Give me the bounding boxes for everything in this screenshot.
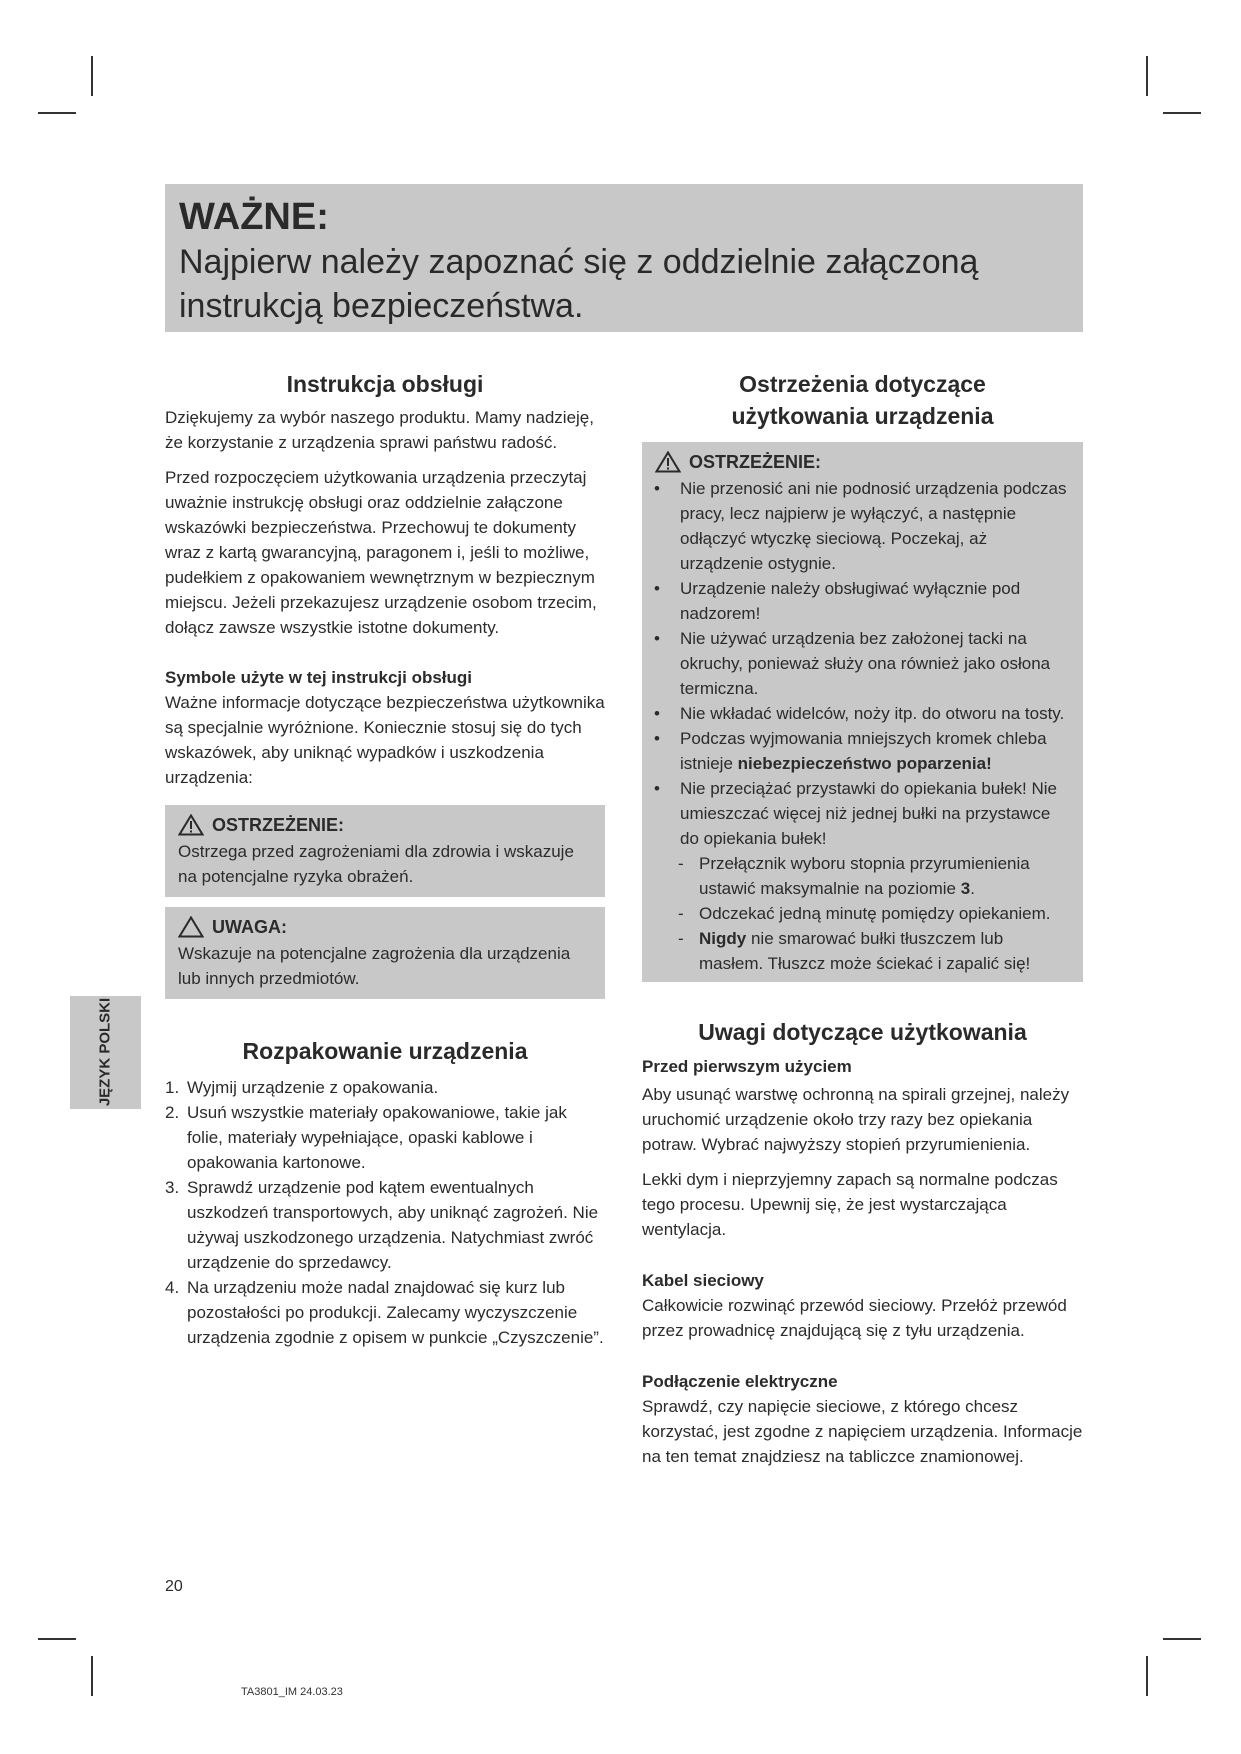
electrical-heading: Podłączenie elektryczne [642, 1372, 838, 1391]
cable-heading: Kabel sieciowy [642, 1271, 764, 1290]
crop-mark [1163, 112, 1201, 114]
caution-legend-text: Wskazuje na potencjalne zagrożenia dla urządzenia lub innych przedmiotów. [178, 944, 571, 988]
footer-code: TA3801_IM 24.03.23 [241, 1686, 343, 1698]
list-item: - Nigdy nie smarować bułki tłuszczem lub masłem. Tłuszcz może ściekać i zapalić się! [678, 929, 1031, 973]
documents-paragraph: Przed rozpoczęciem użytkowania urządzenia przeczytaj uważnie instrukcję obsługi oraz oddzielnie załączone wskazówki bezpieczeństwa. Przechowuj te dokumenty wraz z kartą gwarancyjną, paragonem i, jeśli to możliwe, pudełkiem z opakowaniem wewnętrznym w bezpiecznym miejscu. Jeżeli przekazujesz urządzenie osobom trzecim, dołącz zawsze wszystkie istotne dokumenty. [165, 468, 597, 637]
usage-warning-box [642, 442, 1083, 982]
language-tab [70, 996, 141, 1109]
important-banner [165, 184, 1083, 332]
cable-paragraph: Całkowicie rozwinąć przewód sieciowy. Przełóż przewód przez prowadnicę znajdującą się z tyłu urządzenia. [642, 1296, 1067, 1340]
caution-legend-title: UWAGA: [212, 917, 287, 937]
banner-text: Najpierw należy zapoznać się z oddzielnie załączoną instrukcją bezpieczeństwa. [179, 243, 979, 325]
crop-mark [1163, 1638, 1201, 1640]
sub-list [648, 851, 1070, 976]
symbols-paragraph: Ważne informacje dotyczące bezpieczeństwa użytkownika są specjalnie wyróżnione. Koniecznie stosuj się do tych wskazówek, aby uniknąć wypadków i uszkodzenia urządzenia: [165, 693, 605, 787]
warning-legend-box [165, 805, 605, 897]
intro-paragraph: Dziękujemy za wybór naszego produktu. Mamy nadzieję, że korzystanie z urządzenia sprawi państwu radość. [165, 408, 594, 452]
list-item: - Przełącznik wyboru stopnia przyrumienienia ustawić maksymalnie na poziomie 3. [678, 854, 1030, 898]
first-use-heading: Przed pierwszym użyciem [642, 1057, 852, 1076]
list-item: 2. Usuń wszystkie materiały opakowaniowe, takie jak folie, materiały wypełniające, opaski kablowe i opakowania kartonowe. [165, 1103, 567, 1172]
page-number: 20 [165, 1578, 183, 1595]
crop-mark [1146, 56, 1148, 96]
usage-warning-title: OSTRZEŻENIE: [689, 452, 822, 472]
crop-mark [38, 1638, 76, 1640]
caution-legend-box [165, 907, 605, 999]
warning-triangle-icon [178, 814, 204, 836]
list-item: 3. Sprawdź urządzenie pod kątem ewentualnych uszkodzeń transportowych, aby uniknąć zagrożeń. Nie używaj uszkodzonego urządzenia. Natychmiast zwróć urządzenie do sprzedawcy. [165, 1178, 599, 1272]
list-item: • Podczas wyjmowania mniejszych kromek chleba istnieje niebezpieczeństwo poparzenia! [654, 729, 1047, 773]
unpacking-heading: Rozpakowanie urządzenia [242, 1038, 528, 1064]
unpacking-list [165, 1075, 605, 1350]
warning-legend-text: Ostrzega przed zagrożeniami dla zdrowia i wskazuje na potencjalne ryzyka obrażeń. [178, 842, 574, 886]
banner-title: WAŻNE: [179, 196, 329, 238]
list-item: • Urządzenie należy obsługiwać wyłącznie pod nadzorem! [654, 579, 1021, 623]
caution-triangle-icon [178, 916, 204, 938]
crop-mark [91, 1656, 93, 1696]
crop-mark [1146, 1656, 1148, 1696]
list-item: • Nie przeciążać przystawki do opiekania bułek! Nie umieszczać więcej niż jednej bułki na przystawce do opiekania bułek! [654, 779, 1058, 848]
list-item: 4. Na urządzeniu może nadal znajdować się kurz lub pozostałości po produkcji. Zalecamy wyczyszczenie urządzenia zgodnie z opisem w punkcie „Czyszczenie”. [165, 1278, 604, 1347]
crop-mark [38, 112, 76, 114]
warning-legend-title: OSTRZEŻENIE: [212, 815, 345, 835]
smoke-paragraph: Lekki dym i nieprzyjemny zapach są normalne podczas tego procesu. Upewnij się, że jest wystarczająca wentylacja. [642, 1170, 1058, 1239]
first-use-paragraph: Aby usunąć warstwę ochronną na spirali grzejnej, należy uruchomić urządzenie około trzy razy bez opiekania potraw. Wybrać najwyższy stopień przyrumienienia. [642, 1085, 1070, 1154]
right-column [642, 368, 1083, 1469]
instructions-heading: Instrukcja obsługi [286, 371, 484, 397]
warning-triangle-icon [655, 451, 681, 473]
left-column [165, 368, 605, 1350]
list-item: 1. Wyjmij urządzenie z opakowania. [165, 1078, 439, 1097]
list-item: • Nie używać urządzenia bez założonej tacki na okruchy, ponieważ służy ona również jako osłona termiczna. [654, 629, 1051, 698]
list-item: • Nie przenosić ani nie podnosić urządzenia podczas pracy, lecz najpierw je wyłączyć, a następnie odłączyć wtyczkę sieciową. Poczekaj, aż urządzenie ostygnie. [654, 479, 1067, 573]
list-item: - Odczekać jedną minutę pomiędzy opiekaniem. [678, 904, 1051, 923]
language-tab-label: JĘZYK POLSKI [96, 997, 114, 1107]
electrical-paragraph: Sprawdź, czy napięcie sieciowe, z którego chcesz korzystać, jest zgodne z napięciem urządzenia. Informacje na ten temat znajdziesz na tabliczce znamionowej. [642, 1397, 1083, 1466]
warning-list [648, 476, 1070, 851]
warnings-heading: Ostrzeżenia dotyczące użytkowania urządzenia [731, 371, 994, 429]
list-item: • Nie wkładać widelców, noży itp. do otworu na tosty. [654, 704, 1065, 723]
usage-notes-heading: Uwagi dotyczące użytkowania [698, 1019, 1027, 1045]
symbols-heading: Symbole użyte w tej instrukcji obsługi [165, 668, 473, 687]
crop-mark [91, 56, 93, 96]
